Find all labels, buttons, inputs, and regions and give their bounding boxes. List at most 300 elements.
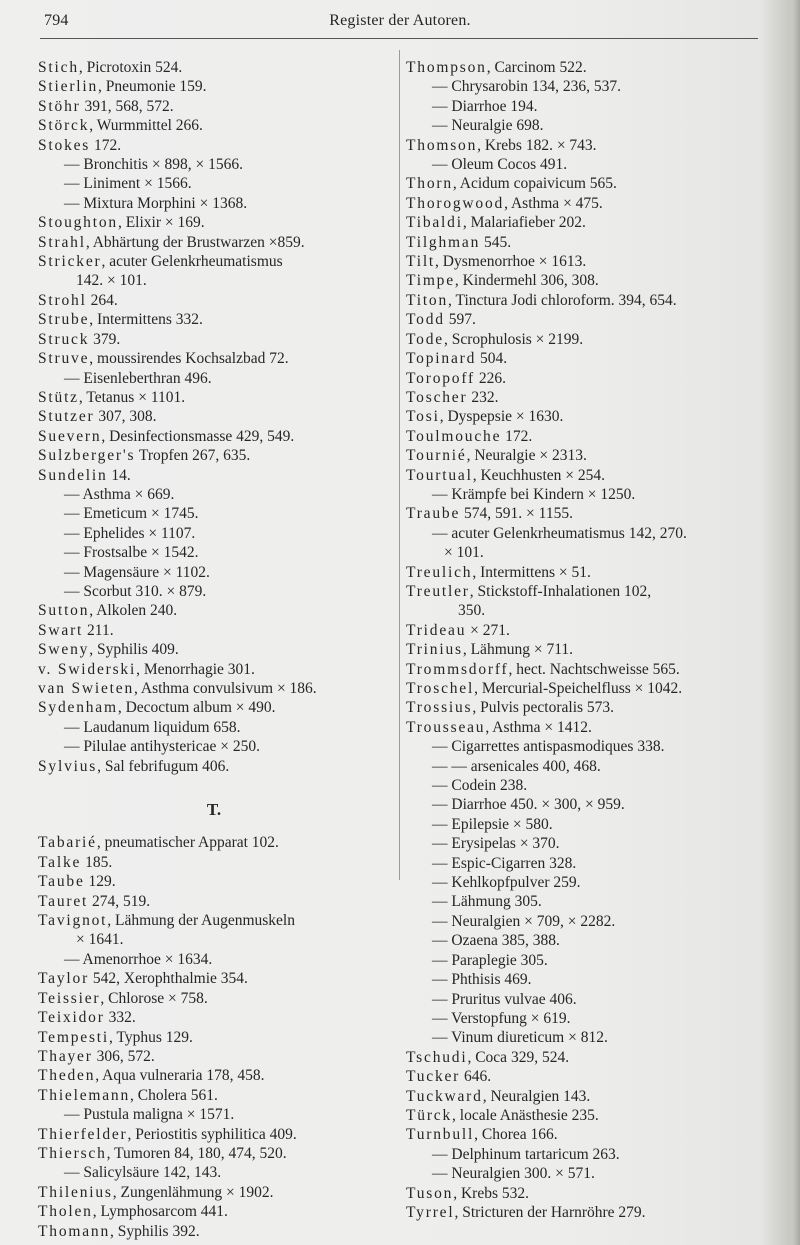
- index-entry: [38, 369, 390, 388]
- author-name: Sweny: [38, 641, 90, 659]
- index-entry: [406, 582, 778, 601]
- index-entry: [406, 601, 778, 620]
- index-entry: [38, 310, 390, 329]
- author-name: Toulmouche: [406, 427, 502, 445]
- entry-text: , pneumatischer Apparat 102.: [96, 834, 279, 852]
- entry-text: 391, 568, 572.: [80, 97, 174, 115]
- author-name: Tibaldi: [406, 214, 463, 232]
- author-name: Tholen: [38, 1203, 93, 1221]
- index-entry: [406, 174, 778, 193]
- entry-text: , Intermittens 332.: [89, 311, 203, 329]
- index-entry: [406, 1164, 778, 1183]
- entry-text: — Scorbut 310. × 879.: [64, 582, 207, 600]
- index-entry: [38, 213, 390, 232]
- index-entry: [38, 757, 390, 776]
- entry-text: , Keuchhusten × 254.: [472, 466, 605, 484]
- author-name: van Swieten: [38, 680, 134, 697]
- entry-text: 332.: [104, 1009, 136, 1027]
- index-entry: [38, 446, 390, 465]
- index-entry: [38, 679, 390, 698]
- author-name: Thorogwood: [406, 194, 505, 212]
- author-name: Thiersch: [38, 1144, 107, 1162]
- index-list-t: [38, 833, 390, 1241]
- author-name: Tempesti: [38, 1028, 109, 1046]
- entry-text: , Syphilis 392.: [110, 1222, 200, 1240]
- entry-text: , Asthma × 1412.: [485, 718, 592, 736]
- entry-text: , Neuralgie × 2313.: [466, 447, 587, 465]
- author-name: Teixidor: [38, 1009, 105, 1027]
- left-column: [38, 58, 390, 1241]
- index-entry: [406, 58, 778, 77]
- author-name: Teissier: [38, 989, 101, 1007]
- entry-text: , Zungenlähmung × 1902.: [112, 1183, 274, 1201]
- page-title: Register der Autoren.: [329, 12, 471, 29]
- index-entry: [38, 1222, 390, 1241]
- index-entry: [38, 718, 390, 737]
- index-entry: [38, 97, 390, 116]
- author-name: Sulzberger's: [38, 447, 136, 465]
- entry-text: × 101.: [444, 544, 484, 562]
- entry-text: , Pneumonie 159.: [98, 78, 207, 96]
- index-entry: [406, 990, 778, 1009]
- author-name: Thielemann: [38, 1086, 131, 1104]
- entry-text: , Mercurial-Speichelfluss × 1042.: [474, 680, 683, 697]
- author-name: Sundelin: [38, 466, 108, 484]
- index-entry: [406, 446, 778, 465]
- entry-text: , locale Anästhesie 235.: [452, 1106, 599, 1124]
- author-name: Tilt: [406, 253, 436, 271]
- author-name: Tyrrel: [406, 1203, 455, 1221]
- author-name: Tilghman: [406, 233, 481, 251]
- index-entry: [406, 427, 778, 446]
- entry-text: 185.: [81, 853, 113, 871]
- author-name: Stricker: [38, 253, 102, 271]
- index-entry: [406, 1048, 778, 1067]
- index-entry: [406, 504, 778, 523]
- index-entry: [406, 737, 778, 756]
- index-entry: [406, 776, 778, 795]
- index-entry: [38, 504, 390, 523]
- index-entry: [406, 815, 778, 834]
- index-entry: [38, 1028, 390, 1047]
- index-entry: [406, 892, 778, 911]
- entry-text: , Coca 329, 524.: [467, 1048, 570, 1066]
- header-rule: [40, 38, 758, 39]
- index-entry: [38, 1047, 390, 1066]
- index-entry: [406, 563, 778, 582]
- author-name: Thomann: [38, 1222, 111, 1240]
- author-name: Thierfelder: [38, 1125, 128, 1143]
- index-entry: [38, 582, 390, 601]
- entry-text: — Neuralgien × 709, × 2282.: [432, 912, 616, 930]
- entry-text: , Periostitis syphilitica 409.: [127, 1125, 297, 1143]
- entry-text: , Picrotoxin 524.: [78, 59, 183, 76]
- entry-text: 574, 591. × 1155.: [460, 505, 573, 523]
- entry-text: 264.: [86, 291, 118, 309]
- entry-text: , Acidum copaivicum 565.: [452, 175, 617, 193]
- entry-text: , Lähmung der Augenmuskeln: [107, 912, 295, 930]
- entry-text: — Krämpfe bei Kindern × 1250.: [432, 485, 636, 503]
- author-name: Stich: [38, 59, 79, 76]
- index-entry: [406, 155, 778, 174]
- entry-text: 545.: [480, 233, 512, 251]
- author-name: Todd: [406, 311, 445, 329]
- entry-text: — Codein 238.: [432, 777, 528, 795]
- index-entry: [406, 233, 778, 252]
- entry-text: , Chorea 166.: [474, 1126, 558, 1144]
- index-entry: [406, 194, 778, 213]
- author-name: Topinard: [406, 350, 477, 368]
- index-entry: [38, 989, 390, 1008]
- entry-text: , Stricturen der Harnröhre 279.: [454, 1203, 646, 1221]
- index-entry: [406, 795, 778, 814]
- entry-text: — Diarrhoe 194.: [432, 97, 538, 115]
- author-name: Traube: [406, 505, 461, 523]
- index-entry: [406, 388, 778, 407]
- entry-text: 142. × 101.: [76, 272, 147, 290]
- entry-text: , Syphilis 409.: [89, 641, 179, 659]
- index-entry: [38, 950, 390, 969]
- index-entry: [406, 931, 778, 950]
- author-name: Tosi: [406, 408, 440, 426]
- entry-text: , Krebs 532.: [453, 1184, 529, 1202]
- entry-text: , hect. Nachtschweisse 565.: [508, 660, 680, 678]
- entry-text: , Tinctura Jodi chloroform. 394, 654.: [448, 291, 677, 309]
- index-entry: [406, 1067, 778, 1086]
- index-entry: [406, 291, 778, 310]
- index-entry: [406, 466, 778, 485]
- entry-text: — Epilepsie × 580.: [432, 815, 553, 833]
- index-entry: [406, 330, 778, 349]
- entry-text: Tropfen 267, 635.: [135, 447, 251, 465]
- index-entry: [38, 1086, 390, 1105]
- index-entry: [38, 1163, 390, 1182]
- index-entry: [406, 640, 778, 659]
- index-entry: [38, 1125, 390, 1144]
- entry-text: — Delphinum tartaricum 263.: [432, 1145, 620, 1163]
- index-entry: [38, 194, 390, 213]
- entry-text: 646.: [460, 1068, 492, 1086]
- entry-text: — Espic-Cigarren 328.: [432, 854, 577, 872]
- author-name: Sydenham: [38, 699, 118, 717]
- entry-text: , Asthma × 475.: [504, 194, 603, 212]
- author-name: Stierlin: [38, 78, 99, 96]
- entry-text: 306, 572.: [92, 1047, 155, 1065]
- author-name: Suevern: [38, 427, 102, 445]
- index-entry: [38, 136, 390, 155]
- entry-text: , Lymphosarcom 441.: [92, 1203, 228, 1221]
- author-name: Thayer: [38, 1047, 93, 1065]
- index-entry: [38, 833, 390, 852]
- index-entry: [406, 1087, 778, 1106]
- entry-text: 129.: [84, 873, 116, 891]
- author-name: Sutton: [38, 602, 90, 620]
- entry-text: — Verstopfung × 619.: [432, 1009, 571, 1027]
- entry-text: , Menorrhagie 301.: [136, 660, 255, 678]
- entry-text: — Kehlkopfpulver 259.: [432, 874, 581, 892]
- index-entry: [38, 330, 390, 349]
- author-name: Timpe: [406, 272, 455, 290]
- entry-text: , Aqua vulneraria 178, 458.: [95, 1067, 265, 1085]
- index-entry: [406, 679, 778, 698]
- index-entry: [406, 271, 778, 290]
- index-entry: [38, 737, 390, 756]
- author-name: Trommsdorff: [406, 660, 509, 678]
- index-entry: [406, 136, 778, 155]
- entry-text: , Neuralgien 143.: [482, 1087, 591, 1105]
- entry-text: — Diarrhoe 450. × 300, × 959.: [432, 796, 625, 814]
- entry-text: 597.: [444, 311, 476, 329]
- author-name: Tschudi: [406, 1048, 468, 1066]
- entry-text: × 1641.: [76, 931, 124, 949]
- index-entry: [406, 524, 778, 543]
- entry-text: , Asthma convulsivum × 186.: [134, 680, 317, 697]
- entry-text: , Scrophulosis × 2199.: [443, 330, 584, 348]
- entry-text: — Bronchitis × 898, × 1566.: [64, 156, 243, 174]
- index-entry: [406, 1145, 778, 1164]
- entry-text: 542, Xerophthalmie 354.: [89, 970, 248, 988]
- index-entry: [38, 1144, 390, 1163]
- entry-text: — Erysipelas × 370.: [432, 835, 560, 853]
- entry-text: — Pruritus vulvae 406.: [432, 990, 577, 1008]
- index-entry: [38, 892, 390, 911]
- entry-text: — Phthisis 469.: [432, 971, 532, 989]
- index-entry: [406, 854, 778, 873]
- entry-text: — Oleum Cocos 491.: [432, 156, 568, 174]
- author-name: Theden: [38, 1067, 96, 1085]
- entry-text: , Kindermehl 306, 308.: [454, 272, 599, 290]
- index-entry: [406, 543, 778, 562]
- index-entry: [38, 621, 390, 640]
- entry-text: 274, 519.: [88, 892, 151, 910]
- index-entry: [406, 407, 778, 426]
- entry-text: , Dysmenorrhoe × 1613.: [435, 253, 587, 271]
- author-name: Tuson: [406, 1184, 454, 1202]
- author-name: Struck: [38, 330, 90, 348]
- column-divider: [399, 50, 400, 880]
- entry-text: 379.: [89, 330, 121, 348]
- index-entry: [38, 252, 390, 271]
- index-entry: [38, 271, 390, 290]
- entry-text: 504.: [476, 350, 508, 368]
- author-name: Strube: [38, 311, 90, 329]
- index-entry: [38, 1008, 390, 1027]
- index-entry: [406, 912, 778, 931]
- index-entry: [38, 601, 390, 620]
- index-entry: [406, 116, 778, 135]
- index-entry: [38, 543, 390, 562]
- entry-text: , Tetanus × 1101.: [78, 388, 186, 406]
- author-name: Treutler: [406, 582, 470, 600]
- index-entry: [38, 524, 390, 543]
- author-name: Tuckward: [406, 1087, 483, 1105]
- index-entry: [38, 853, 390, 872]
- entry-text: — Eisenleberthran 496.: [64, 369, 212, 387]
- author-name: Trideau: [406, 621, 467, 639]
- index-entry: [38, 872, 390, 891]
- index-entry: [38, 930, 390, 949]
- author-name: Stutzer: [38, 408, 95, 426]
- author-name: Stoughton: [38, 214, 118, 232]
- entry-text: 172.: [90, 136, 122, 154]
- entry-text: , Desinfectionsmasse 429, 549.: [101, 427, 295, 445]
- entry-text: , Pulvis pectoralis 573.: [472, 699, 615, 717]
- entry-text: , Cholera 561.: [130, 1086, 218, 1104]
- entry-text: , Dyspepsie × 1630.: [439, 408, 564, 426]
- entry-text: — Liniment × 1566.: [64, 175, 192, 193]
- entry-text: — Chrysarobin 134, 236, 537.: [432, 78, 622, 96]
- index-entry: [38, 291, 390, 310]
- index-entry: [38, 1183, 390, 1202]
- author-name: Trousseau: [406, 718, 486, 736]
- entry-text: — Salicylsäure 142, 143.: [64, 1164, 222, 1182]
- entry-text: — Magensäure × 1102.: [64, 563, 210, 581]
- index-entry: [406, 485, 778, 504]
- author-name: Thorn: [406, 175, 453, 193]
- entry-text: — — arsenicales 400, 468.: [432, 757, 601, 775]
- entry-text: , Chlorose × 758.: [100, 989, 208, 1007]
- author-name: Troschel: [406, 680, 475, 697]
- author-name: Thomson: [406, 136, 478, 154]
- author-name: Türck: [406, 1106, 453, 1124]
- author-name: Stokes: [38, 136, 91, 154]
- author-name: Strahl: [38, 233, 86, 251]
- index-entry: [406, 718, 778, 737]
- entry-text: — Laudanum liquidum 658.: [64, 718, 241, 736]
- page-edge-shadow: [786, 0, 800, 1245]
- author-name: Toropoff: [406, 369, 475, 387]
- index-entry: [38, 174, 390, 193]
- index-entry: [38, 1066, 390, 1085]
- author-name: Tucker: [406, 1068, 461, 1086]
- index-entry: [406, 1125, 778, 1144]
- entry-text: , Intermittens × 51.: [472, 563, 591, 581]
- index-entry: [406, 1184, 778, 1203]
- author-name: Tavignot: [38, 912, 108, 930]
- author-name: Tauret: [38, 892, 89, 910]
- index-list-s: [38, 58, 390, 776]
- index-entry: [406, 698, 778, 717]
- index-entry: [38, 427, 390, 446]
- author-name: Stütz: [38, 388, 79, 406]
- entry-text: — Amenorrhoe × 1634.: [64, 950, 213, 968]
- index-entry: [406, 757, 778, 776]
- entry-text: , Wurmmittel 266.: [89, 117, 203, 135]
- entry-text: , Carcinom 522.: [486, 59, 587, 76]
- entry-text: 307, 308.: [94, 408, 157, 426]
- author-name: Störck: [38, 117, 90, 135]
- index-entry: [406, 1028, 778, 1047]
- author-name: Taylor: [38, 970, 90, 988]
- section-heading-t: T.: [206, 800, 222, 820]
- index-entry: [38, 563, 390, 582]
- index-list-t-continued: [406, 58, 778, 1222]
- index-entry: [406, 621, 778, 640]
- entry-text: — Mixtura Morphini × 1368.: [64, 194, 248, 212]
- author-name: Swart: [38, 621, 84, 639]
- index-entry: [38, 911, 390, 930]
- entry-text: — Pustula maligna × 1571.: [64, 1106, 235, 1124]
- entry-text: 172.: [501, 427, 533, 445]
- author-name: Tourtual: [406, 466, 473, 484]
- index-entry: [38, 1105, 390, 1124]
- entry-text: 211.: [83, 621, 114, 639]
- author-name: Thilenius: [38, 1183, 113, 1201]
- index-entry: [406, 1009, 778, 1028]
- entry-text: , moussirendes Kochsalzbad 72.: [89, 350, 289, 368]
- index-entry: [38, 407, 390, 426]
- index-entry: [38, 485, 390, 504]
- entry-text: 226.: [475, 369, 506, 387]
- index-entry: [38, 233, 390, 252]
- index-entry: [406, 252, 778, 271]
- index-entry: [38, 698, 390, 717]
- entry-text: — Neuralgie 698.: [432, 117, 544, 135]
- entry-text: × 271.: [466, 621, 510, 639]
- index-entry: [38, 77, 390, 96]
- index-entry: [406, 369, 778, 388]
- index-entry: [406, 97, 778, 116]
- author-name: Stöhr: [38, 97, 81, 115]
- entry-text: , Sal febrifugum 406.: [97, 757, 230, 775]
- index-entry: [406, 310, 778, 329]
- index-entry: [38, 1202, 390, 1221]
- running-header: [40, 12, 760, 40]
- entry-text: , Abhärtung der Brustwarzen ×859.: [85, 233, 305, 251]
- author-name: Toscher: [406, 388, 468, 406]
- entry-text: , Tumoren 84, 180, 474, 520.: [106, 1144, 287, 1162]
- right-column: [406, 58, 778, 1222]
- author-name: Trinius: [406, 641, 463, 659]
- index-entry: [406, 1106, 778, 1125]
- entry-text: , Decoctum album × 490.: [117, 699, 276, 717]
- index-entry: [406, 834, 778, 853]
- author-name: Taube: [38, 873, 85, 891]
- author-name: Tournié: [406, 447, 467, 465]
- entry-text: , Stickstoff-Inhalationen 102,: [469, 582, 652, 600]
- entry-text: 14.: [107, 466, 131, 484]
- entry-text: — Lähmung 305.: [432, 893, 542, 911]
- author-name: Struve: [38, 350, 90, 368]
- entry-text: , acuter Gelenkrheumatismus: [101, 253, 283, 271]
- index-entry: [406, 660, 778, 679]
- index-entry: [38, 349, 390, 368]
- entry-text: — Paraplegie 305.: [432, 951, 548, 969]
- index-entry: [38, 58, 390, 77]
- index-entry: [406, 873, 778, 892]
- index-entry: [38, 388, 390, 407]
- entry-text: — Emeticum × 1745.: [64, 505, 199, 523]
- entry-text: , Lähmung × 711.: [462, 641, 574, 659]
- author-name: Treulich: [406, 563, 473, 581]
- entry-text: — Frostsalbe × 1542.: [64, 544, 199, 562]
- index-entry: [406, 1203, 778, 1222]
- entry-text: — Vinum diureticum × 812.: [432, 1029, 608, 1047]
- index-entry: [38, 116, 390, 135]
- entry-text: , Krebs 182. × 743.: [477, 136, 597, 154]
- index-entry: [406, 951, 778, 970]
- entry-text: — Neuralgien 300. × 571.: [432, 1165, 595, 1183]
- author-name: Titon: [406, 291, 449, 309]
- entry-text: — Ozaena 385, 388.: [432, 932, 560, 950]
- index-entry: [38, 155, 390, 174]
- index-entry: [406, 349, 778, 368]
- author-name: v. Swiderski: [38, 660, 137, 678]
- entry-text: — Ephelides × 1107.: [64, 524, 196, 542]
- author-name: Trossius: [406, 699, 473, 717]
- author-name: Tode: [406, 330, 444, 348]
- entry-text: — Pilulae antihystericae × 250.: [64, 738, 260, 756]
